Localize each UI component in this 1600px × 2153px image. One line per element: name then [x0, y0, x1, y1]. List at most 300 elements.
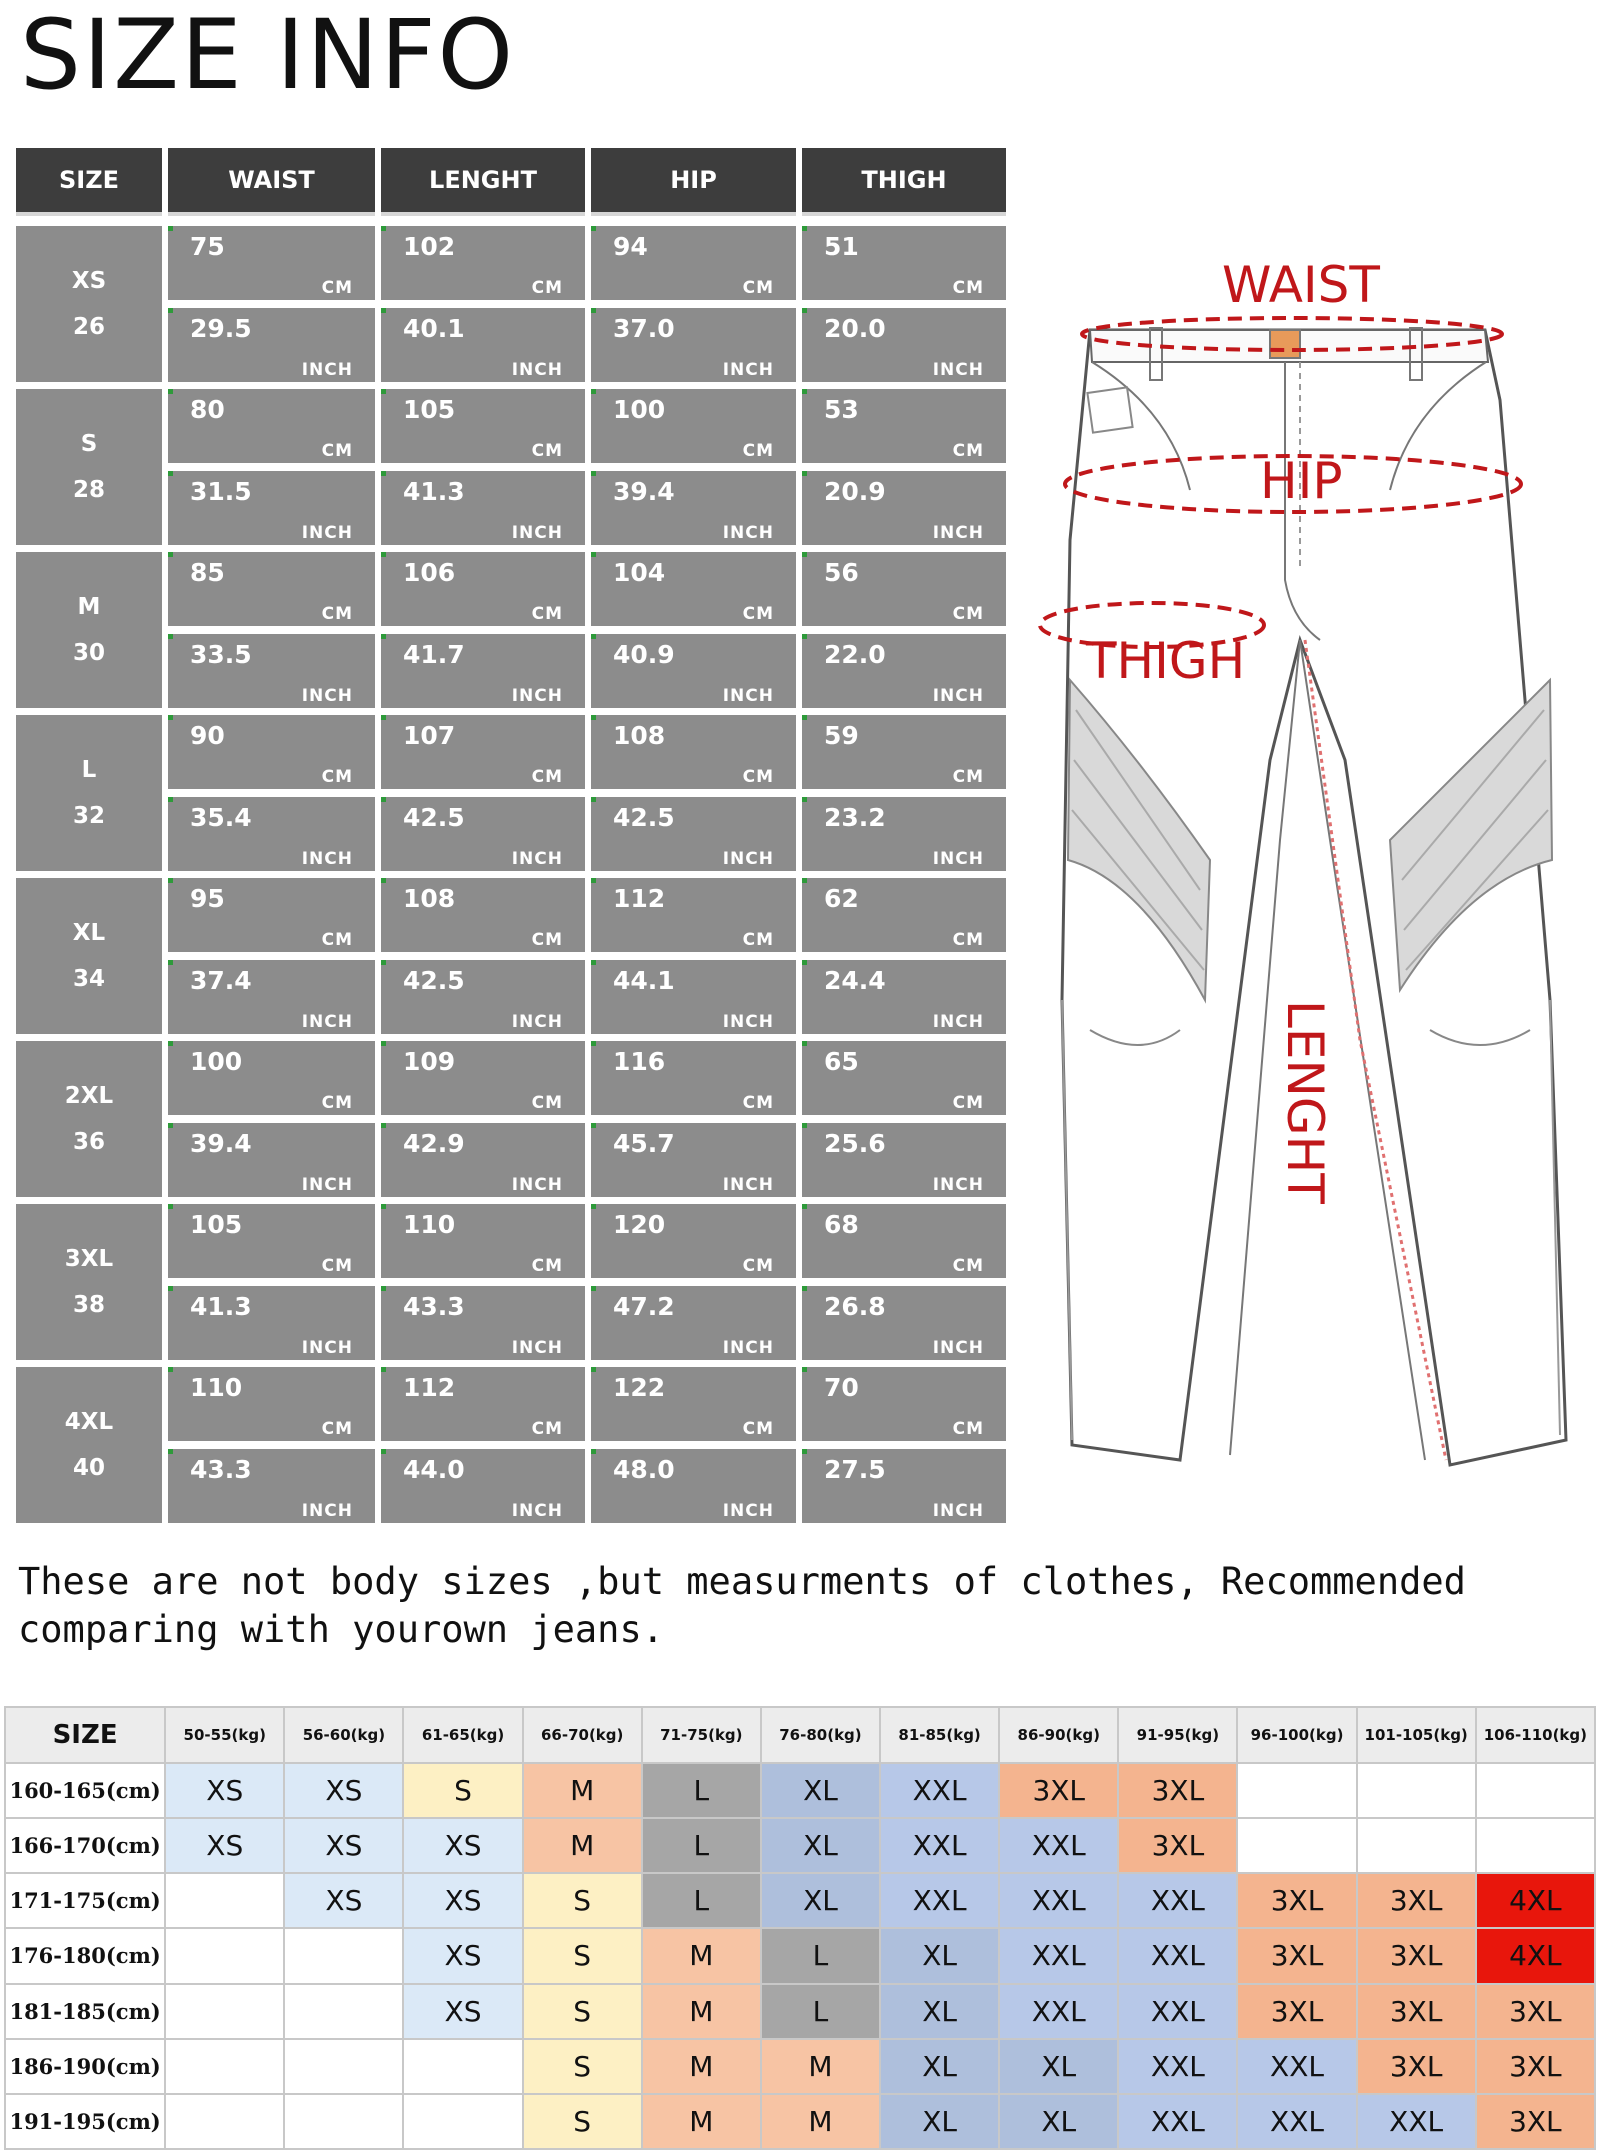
recommended-size-cell: S [523, 2094, 642, 2149]
measurement-value: 37.0 [613, 314, 675, 343]
measurement-value: 85 [190, 558, 225, 587]
unit-label: CM [742, 1419, 774, 1439]
recommended-size-cell: XXL [999, 1873, 1118, 1928]
measurement-cell-cm [381, 1041, 585, 1115]
corner-marker [381, 715, 386, 720]
measurement-cell-inch [591, 1286, 796, 1360]
measurement-value: 42.5 [613, 803, 675, 832]
corner-marker [381, 308, 386, 313]
size-row [16, 552, 1006, 708]
measurement-value: 94 [613, 232, 648, 261]
corner-marker [802, 471, 807, 476]
recommended-size-cell: L [642, 1873, 761, 1928]
recommended-size-cell: XL [761, 1818, 880, 1873]
header-hip: HIP [591, 148, 796, 216]
size-number: 30 [72, 640, 105, 666]
unit-label: CM [952, 441, 984, 461]
weight-header: 71-75(kg) [642, 1707, 761, 1763]
unit-label: CM [952, 767, 984, 787]
size-row [16, 389, 1006, 545]
corner-marker [591, 1367, 596, 1372]
header-thigh: THIGH [802, 148, 1006, 216]
measurement-value: 53 [824, 395, 859, 424]
measurement-cell-cm [591, 1041, 796, 1115]
measurement-cell-inch [802, 471, 1006, 545]
measurement-cell-cm [591, 1367, 796, 1441]
unit-label: INCH [301, 523, 353, 543]
measurement-cell-inch [381, 960, 585, 1034]
size-letter: 4XL [64, 1409, 114, 1435]
measurement-cell-cm [381, 1367, 585, 1441]
size-note: These are not body sizes ,but measurments of clothes, Recommended comparing with yourown jeans. [18, 1560, 1466, 1651]
height-cell: 171-175(cm) [5, 1873, 165, 1928]
header-size: SIZE [16, 148, 162, 216]
measurement-cell-cm [168, 715, 375, 789]
measurement-cell-inch [168, 1449, 375, 1523]
measurement-value: 116 [613, 1047, 666, 1076]
weight-header: 56-60(kg) [284, 1707, 403, 1763]
rec-corner-header: SIZE [5, 1707, 165, 1763]
corner-marker [802, 1449, 807, 1454]
measurement-value: 35.4 [190, 803, 252, 832]
recommended-size-cell [284, 2039, 403, 2094]
measurement-cell-cm [802, 878, 1006, 952]
recommended-size-cell: 3XL [1237, 1873, 1356, 1928]
recommended-size-cell: XL [999, 2094, 1118, 2149]
recommended-size-cell: 3XL [1237, 1928, 1356, 1983]
measurement-cell-inch [802, 308, 1006, 382]
recommended-size-cell [1357, 1818, 1476, 1873]
measurement-value: 105 [403, 395, 456, 424]
height-cell: 160-165(cm) [5, 1763, 165, 1818]
corner-marker [168, 960, 173, 965]
unit-label: CM [531, 441, 563, 461]
corner-marker [168, 715, 173, 720]
corner-marker [591, 1449, 596, 1454]
recommended-size-cell: XS [165, 1818, 284, 1873]
unit-label: CM [531, 604, 563, 624]
hip-label: HIP [1260, 452, 1343, 510]
recommended-size-cell: XXL [880, 1818, 999, 1873]
measurement-cell-cm [381, 878, 585, 952]
size-letter: XL [72, 920, 106, 946]
unit-label: INCH [301, 686, 353, 706]
measurement-cell-cm [591, 389, 796, 463]
table-row [5, 1763, 1595, 1818]
measurement-value: 106 [403, 558, 456, 587]
size-number: 40 [72, 1455, 105, 1481]
recommended-size-cell: XL [999, 2039, 1118, 2094]
recommended-size-cell: 3XL [1476, 2094, 1595, 2149]
height-cell: 181-185(cm) [5, 1984, 165, 2039]
weight-header: 91-95(kg) [1118, 1707, 1237, 1763]
corner-marker [168, 1041, 173, 1046]
measurement-cell-cm [802, 552, 1006, 626]
recommended-size-cell: XXL [1118, 2094, 1237, 2149]
measurement-value: 120 [613, 1210, 666, 1239]
measurement-value: 65 [824, 1047, 859, 1076]
corner-marker [591, 471, 596, 476]
measurement-value: 23.2 [824, 803, 886, 832]
unit-label: INCH [932, 1012, 984, 1032]
recommended-size-cell: XS [284, 1873, 403, 1928]
recommended-size-cell: XXL [1118, 1873, 1237, 1928]
corner-marker [381, 634, 386, 639]
measurement-cell-inch [381, 471, 585, 545]
weight-header: 81-85(kg) [880, 1707, 999, 1763]
measurement-cell-inch [591, 1123, 796, 1197]
recommended-size-cell: XL [880, 1928, 999, 1983]
measurement-cell-inch [168, 471, 375, 545]
unit-label: CM [321, 604, 353, 624]
measurement-value: 102 [403, 232, 456, 261]
recommended-size-cell: S [523, 1873, 642, 1928]
measurement-value: 95 [190, 884, 225, 913]
recommended-size-cell: XXL [880, 1763, 999, 1818]
recommended-size-cell [1357, 1763, 1476, 1818]
measurement-value: 62 [824, 884, 859, 913]
unit-label: CM [531, 1093, 563, 1113]
unit-label: INCH [301, 1012, 353, 1032]
unit-label: CM [531, 767, 563, 787]
corner-marker [802, 878, 807, 883]
unit-label: CM [952, 604, 984, 624]
recommended-size-cell [403, 2094, 522, 2149]
size-label-cell [16, 715, 162, 871]
recommended-size-cell: 3XL [1357, 2039, 1476, 2094]
measurement-value: 20.9 [824, 477, 886, 506]
recommended-size-cell: XXL [999, 1928, 1118, 1983]
recommended-size-cell: M [642, 1984, 761, 2039]
corner-marker [168, 471, 173, 476]
corner-marker [591, 1286, 596, 1291]
recommended-size-cell: XS [284, 1763, 403, 1818]
corner-marker [381, 1286, 386, 1291]
header-lenght: LENGHT [381, 148, 585, 216]
measurement-cell-inch [591, 308, 796, 382]
recommended-size-cell: XL [880, 1984, 999, 2039]
unit-label: INCH [722, 1012, 774, 1032]
recommended-size-cell: XL [761, 1873, 880, 1928]
weight-header: 106-110(kg) [1476, 1707, 1595, 1763]
weight-header: 96-100(kg) [1237, 1707, 1356, 1763]
waist-label: WAIST [1222, 256, 1380, 314]
corner-marker [381, 1204, 386, 1209]
measurement-cell-inch [591, 1449, 796, 1523]
unit-label: CM [742, 604, 774, 624]
measurement-value: 33.5 [190, 640, 252, 669]
table-row [5, 1928, 1595, 1983]
unit-label: INCH [722, 523, 774, 543]
unit-label: CM [742, 278, 774, 298]
measurement-cell-cm [591, 1204, 796, 1278]
measurement-cell-cm [168, 1367, 375, 1441]
recommended-size-cell: M [642, 2039, 761, 2094]
recommended-size-cell: 3XL [1357, 1984, 1476, 2039]
corner-marker [802, 1204, 807, 1209]
measurement-cell-cm [802, 226, 1006, 300]
corner-marker [802, 308, 807, 313]
measurement-value: 68 [824, 1210, 859, 1239]
size-row [16, 226, 1006, 382]
recommended-size-cell: XS [403, 1928, 522, 1983]
measurement-cell-inch [381, 308, 585, 382]
table-row [5, 2094, 1595, 2149]
recommended-size-cell: S [403, 1763, 522, 1818]
size-recommendation-table [4, 1706, 1596, 2150]
recommended-size-cell [165, 1984, 284, 2039]
measurement-cell-inch [802, 1286, 1006, 1360]
corner-marker [381, 797, 386, 802]
corner-marker [168, 797, 173, 802]
measurement-cell-cm [168, 226, 375, 300]
measurement-value: 25.6 [824, 1129, 886, 1158]
measurement-cell-inch [168, 797, 375, 871]
recommended-size-cell [1237, 1818, 1356, 1873]
measurement-cell-cm [802, 1367, 1006, 1441]
measurement-value: 108 [613, 721, 666, 750]
recommended-size-cell: XXL [1118, 2039, 1237, 2094]
corner-marker [381, 226, 386, 231]
measurement-value: 100 [190, 1047, 243, 1076]
recommended-size-cell: XS [165, 1763, 284, 1818]
table-row [5, 1873, 1595, 1928]
recommended-size-cell: 3XL [1118, 1763, 1237, 1818]
corner-marker [168, 634, 173, 639]
recommended-size-cell: XXL [1118, 1928, 1237, 1983]
recommended-size-cell: M [761, 2094, 880, 2149]
unit-label: CM [531, 1419, 563, 1439]
header-waist: WAIST [168, 148, 375, 216]
size-number: 32 [72, 803, 105, 829]
unit-label: CM [321, 1256, 353, 1276]
recommended-size-cell: 3XL [1476, 1984, 1595, 2039]
measurement-value: 80 [190, 395, 225, 424]
measurement-value: 110 [190, 1373, 243, 1402]
unit-label: CM [952, 1256, 984, 1276]
corner-marker [591, 1041, 596, 1046]
unit-label: CM [531, 278, 563, 298]
unit-label: INCH [722, 1501, 774, 1521]
height-cell: 176-180(cm) [5, 1928, 165, 1983]
measurement-cell-inch [802, 1123, 1006, 1197]
measurement-cell-inch [381, 797, 585, 871]
measurement-cell-cm [381, 389, 585, 463]
size-letter: S [80, 431, 98, 457]
measurement-cell-cm [591, 552, 796, 626]
measurement-value: 39.4 [190, 1129, 252, 1158]
unit-label: CM [531, 930, 563, 950]
measurement-value: 59 [824, 721, 859, 750]
corner-marker [802, 552, 807, 557]
unit-label: CM [321, 930, 353, 950]
corner-marker [802, 634, 807, 639]
recommended-size-cell: M [761, 2039, 880, 2094]
measurement-cell-inch [168, 634, 375, 708]
measurement-value: 31.5 [190, 477, 252, 506]
measurement-value: 47.2 [613, 1292, 675, 1321]
measurement-cell-cm [802, 389, 1006, 463]
recommended-size-cell: 3XL [1357, 1928, 1476, 1983]
weight-header: 76-80(kg) [761, 1707, 880, 1763]
measurement-value: 51 [824, 232, 859, 261]
measurement-value: 44.0 [403, 1455, 465, 1484]
measurement-value: 42.9 [403, 1129, 465, 1158]
corner-marker [168, 1123, 173, 1128]
measurement-cell-cm [591, 226, 796, 300]
measurement-value: 112 [403, 1373, 456, 1402]
unit-label: CM [742, 441, 774, 461]
height-cell: 191-195(cm) [5, 2094, 165, 2149]
height-cell: 186-190(cm) [5, 2039, 165, 2094]
size-label-cell [16, 389, 162, 545]
measurement-cell-inch [802, 634, 1006, 708]
measurement-value: 39.4 [613, 477, 675, 506]
measurement-cell-cm [802, 715, 1006, 789]
measurement-cell-inch [381, 1123, 585, 1197]
measurement-value: 20.0 [824, 314, 886, 343]
recommended-size-cell: XL [880, 2039, 999, 2094]
size-letter: L [81, 757, 97, 783]
corner-marker [591, 1123, 596, 1128]
size-letter: 3XL [64, 1246, 114, 1272]
measurement-cell-inch [591, 797, 796, 871]
unit-label: CM [321, 1093, 353, 1113]
recommended-size-cell: XXL [1357, 2094, 1476, 2149]
recommended-size-cell: XL [880, 2094, 999, 2149]
unit-label: INCH [722, 686, 774, 706]
unit-label: INCH [301, 1338, 353, 1358]
measurement-cell-inch [168, 960, 375, 1034]
measurement-value: 100 [613, 395, 666, 424]
recommended-size-cell [1476, 1763, 1595, 1818]
size-label-cell [16, 1204, 162, 1360]
measurement-value: 56 [824, 558, 859, 587]
page-title: SIZE INFO [20, 0, 516, 111]
measurement-value: 105 [190, 1210, 243, 1239]
recommended-size-cell: XXL [1237, 2039, 1356, 2094]
recommended-size-cell: 3XL [1118, 1818, 1237, 1873]
pants-illustration [1030, 240, 1570, 1480]
measurement-cell-cm [802, 1041, 1006, 1115]
unit-label: INCH [932, 1175, 984, 1195]
unit-label: INCH [511, 849, 563, 869]
measurement-cell-inch [168, 308, 375, 382]
recommended-size-cell [284, 2094, 403, 2149]
corner-marker [802, 389, 807, 394]
recommended-size-cell [165, 2094, 284, 2149]
measurement-value: 90 [190, 721, 225, 750]
size-row [16, 1041, 1006, 1197]
measurement-value: 37.4 [190, 966, 252, 995]
unit-label: INCH [722, 1175, 774, 1195]
measurement-cell-cm [381, 1204, 585, 1278]
size-label-cell [16, 1041, 162, 1197]
corner-marker [168, 1367, 173, 1372]
size-label-cell [16, 552, 162, 708]
measurement-cell-cm [591, 878, 796, 952]
weight-header: 86-90(kg) [999, 1707, 1118, 1763]
measurement-value: 110 [403, 1210, 456, 1239]
measurement-cell-cm [168, 1041, 375, 1115]
recommended-size-cell [284, 1928, 403, 1983]
measurement-value: 44.1 [613, 966, 675, 995]
size-letter: 2XL [64, 1083, 114, 1109]
measurement-value: 75 [190, 232, 225, 261]
size-table [16, 148, 1006, 1530]
measurement-value: 107 [403, 721, 456, 750]
measurement-value: 43.3 [403, 1292, 465, 1321]
recommended-size-cell: XS [403, 1873, 522, 1928]
unit-label: INCH [511, 1012, 563, 1032]
measurement-value: 41.7 [403, 640, 465, 669]
measurement-cell-inch [168, 1286, 375, 1360]
measurement-cell-inch [802, 1449, 1006, 1523]
recommended-size-cell: M [642, 2094, 761, 2149]
size-letter: M [77, 594, 101, 620]
recommended-size-cell: S [523, 2039, 642, 2094]
recommended-size-cell [165, 1928, 284, 1983]
measurement-value: 26.8 [824, 1292, 886, 1321]
corner-marker [381, 389, 386, 394]
recommended-size-cell: XS [403, 1818, 522, 1873]
size-row [16, 878, 1006, 1034]
measurement-value: 40.1 [403, 314, 465, 343]
measurement-value: 109 [403, 1047, 456, 1076]
recommended-size-cell [165, 1873, 284, 1928]
corner-marker [802, 1123, 807, 1128]
size-number: 28 [72, 477, 105, 503]
thigh-label: THIGH [1086, 632, 1246, 690]
weight-header: 61-65(kg) [403, 1707, 522, 1763]
measurement-value: 122 [613, 1373, 666, 1402]
measurement-cell-inch [802, 960, 1006, 1034]
corner-marker [591, 715, 596, 720]
measurement-cell-cm [168, 552, 375, 626]
recommended-size-cell: L [642, 1763, 761, 1818]
recommended-size-cell: XS [284, 1818, 403, 1873]
unit-label: CM [742, 930, 774, 950]
corner-marker [802, 715, 807, 720]
corner-marker [381, 1449, 386, 1454]
measurement-value: 45.7 [613, 1129, 675, 1158]
unit-label: INCH [722, 1338, 774, 1358]
corner-marker [591, 226, 596, 231]
measurement-value: 24.4 [824, 966, 886, 995]
corner-marker [168, 226, 173, 231]
measurement-value: 42.5 [403, 966, 465, 995]
size-number: 34 [72, 966, 105, 992]
unit-label: INCH [301, 1501, 353, 1521]
measurement-cell-cm [802, 1204, 1006, 1278]
corner-marker [381, 1123, 386, 1128]
recommended-size-cell: 3XL [999, 1763, 1118, 1818]
corner-marker [381, 960, 386, 965]
unit-label: CM [321, 278, 353, 298]
unit-label: CM [742, 767, 774, 787]
size-row [16, 1367, 1006, 1523]
size-label-cell [16, 226, 162, 382]
unit-label: INCH [722, 849, 774, 869]
corner-marker [381, 471, 386, 476]
size-number: 36 [72, 1129, 105, 1155]
measurement-cell-inch [381, 634, 585, 708]
corner-marker [802, 1041, 807, 1046]
recommended-size-cell: XS [403, 1984, 522, 2039]
length-label: LENGHT [1276, 1000, 1334, 1204]
measurement-cell-cm [168, 1204, 375, 1278]
measurement-cell-inch [591, 960, 796, 1034]
